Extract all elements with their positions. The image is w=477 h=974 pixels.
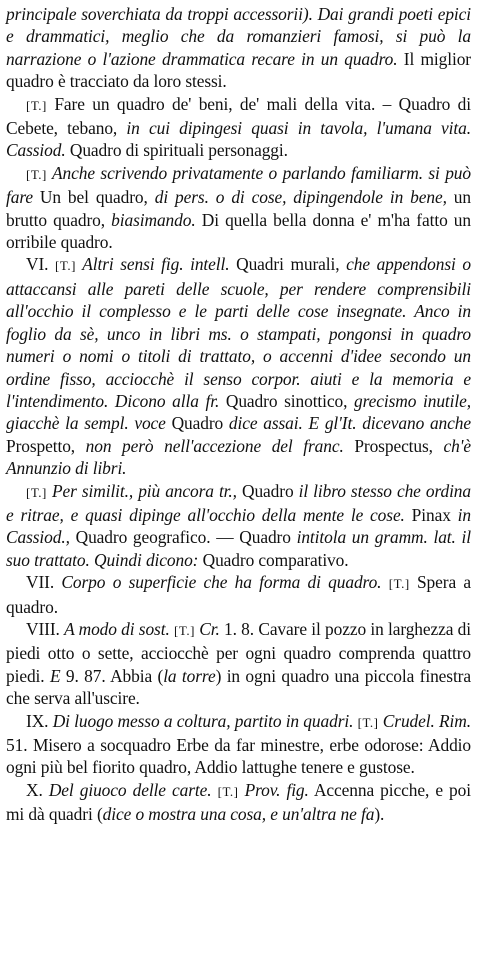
text-run: Di quella bella donna e' m'ha fatto un orribile quadro. xyxy=(6,209,472,253)
text-run: Accenna picche, e poi mi dà quadri ( xyxy=(6,779,471,825)
italic-text-run: la torre xyxy=(163,665,216,686)
italic-text-run: dice o mostra una cosa, e un'altra ne fa xyxy=(102,804,375,825)
entry-paragraph xyxy=(6,480,471,572)
italic-text-run: che appendonsi o attaccansi alle pareti delle scuole, per rendere comprensibili all'occhio il complesso e le parti delle cose insegnate. Anco in foglio da sè, unco in libri ms. o stampati, pongonsi in quadro numeri o nomi o titoli di trattato, o accenni d'idee secondo un ordine fisso, acciocchè il senso corpor. aiuti e la memoria e l'intendimento. Dicono alla fr. xyxy=(6,254,471,411)
italic-text-run: Anche scrivendo privatamente o parlando familiarm. si può fare xyxy=(6,162,471,208)
italic-text-run: grecismo inutile, giacchè la sempl. voce xyxy=(6,390,471,434)
source-tag: [T.] xyxy=(217,783,239,799)
text-run: Quadro geografico. — Quadro xyxy=(69,527,297,548)
entry-paragraph xyxy=(6,618,471,710)
italic-text-run: A modo di sost. xyxy=(64,618,170,639)
italic-text-run: Per similit., più ancora tr., xyxy=(46,480,237,501)
italic-text-run: Cr. xyxy=(199,618,220,639)
italic-text-run: non però nell'accezione del franc. xyxy=(85,435,344,456)
italic-text-run: Corpo o superficie che ha forma di quadro. xyxy=(61,572,382,593)
italic-text-run: di pers. o di cose, dipingendole in bene, xyxy=(154,187,447,208)
text-run: Il miglior quadro è tracciato da loro stessi. xyxy=(6,48,471,92)
text-run: Quadro comparativo. xyxy=(198,549,349,570)
text-run: Quadro xyxy=(165,413,229,434)
source-tag: [T.] xyxy=(357,714,379,730)
italic-text-run: Del giuoco delle carte. xyxy=(48,779,212,800)
text-run: Fare un quadro de' beni, de' mali della vita. – Quadro di Cebete, tebano, xyxy=(6,93,471,139)
text-run: ) in ogni quadro una piccola finestra che serva all'uscire. xyxy=(6,665,471,709)
text-run: VI. xyxy=(26,254,56,275)
entry-paragraph xyxy=(6,93,471,162)
entry-paragraph xyxy=(6,162,471,254)
entry-paragraph xyxy=(6,779,471,826)
italic-text-run: biasimando. xyxy=(111,209,196,230)
text-run: X. xyxy=(26,779,49,800)
italic-text-run: il libro stesso che ordina e ritrae, e quasi dipinge all'occhio della mente le cose. xyxy=(6,480,471,525)
source-tag: [T.] xyxy=(174,622,195,638)
text-run: VII. xyxy=(26,572,62,593)
italic-text-run: Altri sensi fig. intell. xyxy=(75,254,230,275)
italic-text-run: in cui dipingesi quasi in tavola, l'umana vita. Cassiod. xyxy=(6,118,471,161)
text-run: Quadro di spirituali personaggi. xyxy=(65,140,288,161)
italic-text-run: in Cassiod., xyxy=(6,504,471,548)
source-tag: [T.] xyxy=(388,576,410,592)
entry-paragraph xyxy=(6,571,471,618)
italic-text-run: Crudel. Rim. xyxy=(378,710,471,731)
italic-text-run: Prov. fig. xyxy=(238,779,309,800)
text-run: 9. 87. Abbia ( xyxy=(60,665,164,686)
italic-text-run: Di luogo messo a coltura, partito in quadri. xyxy=(52,710,354,731)
italic-text-run: principale soverchiata da troppi accessorii). Dai grandi poeti epici e drammatici, meglio che da romanzieri famosi, si può la narrazione o l'azione drammatica recare in un quadro. xyxy=(6,4,471,69)
text-run: Quadri murali, xyxy=(229,254,347,275)
text-run: ). xyxy=(374,804,385,825)
italic-text-run: ch'è Annunzio di libri. xyxy=(6,435,471,479)
text-run: 51. Misero a socquadro Erbe da far minestre, erbe odorose: Addio ogni più bel fiorito quadro, Addio lattughe tenere e gustose. xyxy=(6,735,471,778)
text-run: Pinax xyxy=(404,504,458,525)
text-run: Quadro sinottico, xyxy=(219,390,355,411)
italic-text-run: dice assai. E gl'It. dicevano anche xyxy=(228,413,471,434)
text-run: un brutto quadro, xyxy=(6,187,471,230)
text-run: Prospetto, xyxy=(6,435,86,456)
text-run: IX. xyxy=(26,710,53,731)
text-run: Spera a quadro. xyxy=(6,572,472,617)
text-run: Un bel quadro, xyxy=(32,187,155,208)
text-run: Prospectus, xyxy=(343,435,444,456)
source-tag: [T.] xyxy=(26,166,47,182)
entry-paragraph xyxy=(6,710,471,779)
italic-text-run: E xyxy=(49,665,61,686)
entry-paragraph xyxy=(6,253,471,479)
text-run: VIII. xyxy=(26,618,65,639)
entry-text-column xyxy=(6,3,471,826)
text-run: Quadro xyxy=(236,480,299,501)
text-run: 1. 8. Cavare il pozzo in larghezza di piedi otto o sette, acciocchè per ogni quadro comprenda quattro piedi. xyxy=(6,618,472,686)
entry-paragraph xyxy=(6,3,471,93)
source-tag: [T.] xyxy=(26,484,47,500)
italic-text-run: intitola un gramm. lat. il suo trattato. Quindi dicono: xyxy=(6,527,471,570)
text-run xyxy=(381,572,388,592)
source-tag: [T.] xyxy=(26,97,47,113)
source-tag: [T.] xyxy=(55,258,76,274)
